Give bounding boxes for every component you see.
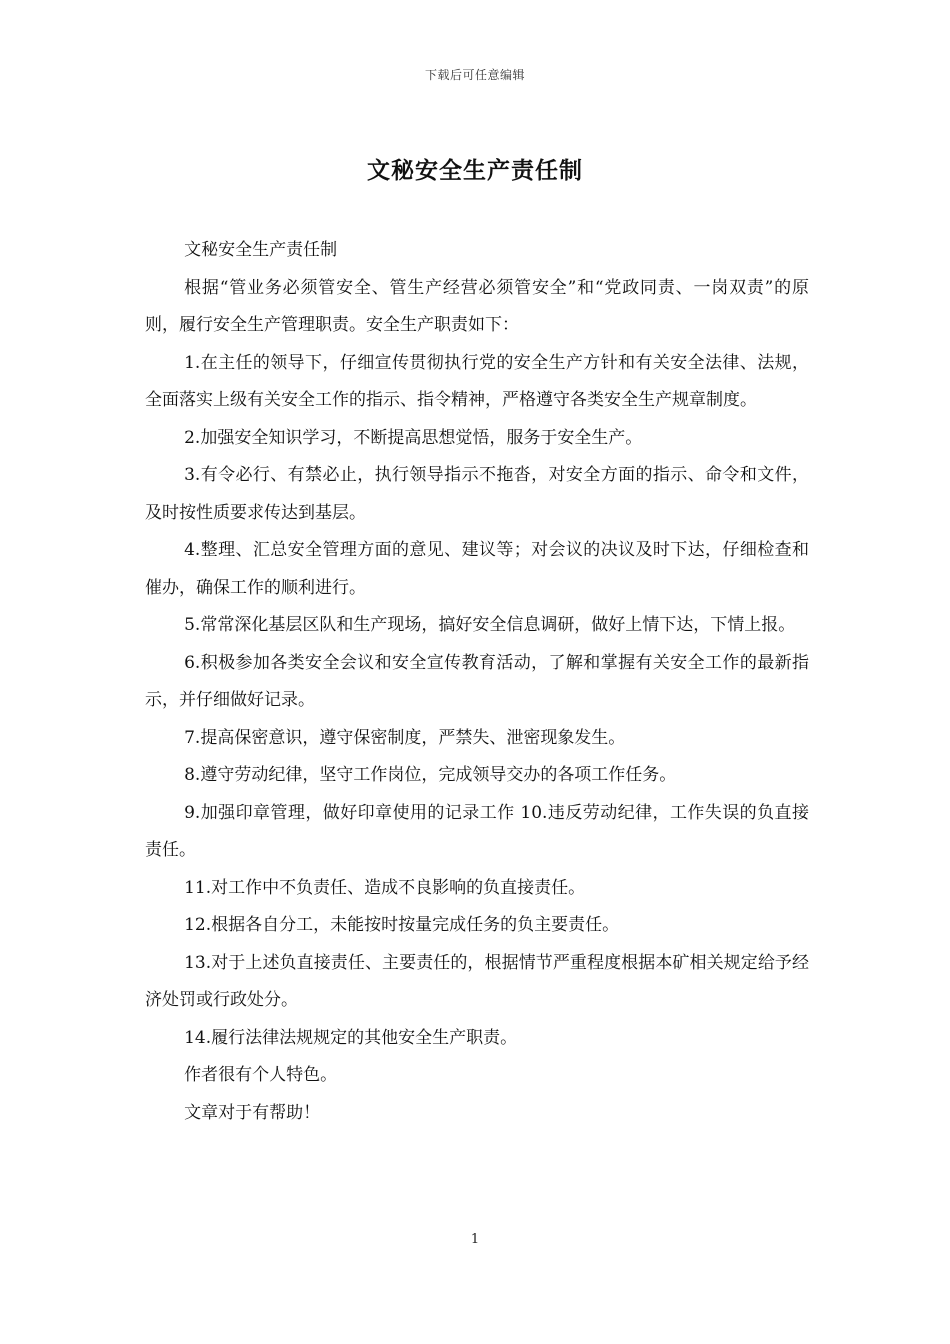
document-title: 文秘安全生产责任制 (367, 157, 583, 184)
paragraph-item-1: 1.在主任的领导下，仔细宣传贯彻执行党的安全生产方针和有关安全法律、法规，全面落实上级有关安全工作的指示、指令精神，严格遵守各类安全生产规章制度。 (145, 352, 809, 410)
page-number: 1 (470, 1232, 480, 1247)
paragraph-intro: 根据“管业务必须管安全、管生产经营必须管安全”和“党政同责、一岗双责”的原则，履行安全生产管理职责。安全生产职责如下： (145, 277, 809, 335)
paragraph-subtitle: 文秘安全生产责任制 (184, 240, 338, 260)
paragraph-item-3: 3.有令必行、有禁必止，执行领导指示不拖沓，对安全方面的指示、命令和文件，及时按性质要求传达到基层。 (145, 465, 809, 523)
paragraph-item-14: 14.履行法律法规规定的其他安全生产职责。 (184, 1027, 518, 1048)
paragraph-item-13: 13.对于上述负直接责任、主要责任的，根据情节严重程度根据本矿相关规定给予经济处罚或行政处分。 (145, 952, 809, 1010)
header-note: 下载后可任意编辑 (424, 68, 525, 82)
paragraph-item-6: 6.积极参加各类安全会议和安全宣传教育活动，了解和掌握有关安全工作的最新指示，并仔细做好记录。 (145, 652, 809, 710)
paragraph-item-2: 2.加强安全知识学习，不断提高思想觉悟，服务于安全生产。 (184, 427, 643, 448)
document-body (145, 232, 809, 1132)
paragraph-closing-1: 作者很有个人特色。 (184, 1065, 338, 1085)
paragraph-closing-2: 文章对于有帮助！ (184, 1102, 321, 1123)
paragraph-item-7: 7.提高保密意识，遵守保密制度，严禁失、泄密现象发生。 (184, 727, 626, 748)
paragraph-item-8: 8.遵守劳动纪律，坚守工作岗位，完成领导交办的各项工作任务。 (184, 765, 677, 785)
paragraph-item-9-10: 9.加强印章管理，做好印章使用的记录工作 10.违反劳动纪律，工作失误的负直接责任。 (145, 802, 809, 860)
paragraph-item-12: 12.根据各自分工，未能按时按量完成任务的负主要责任。 (184, 915, 620, 935)
paragraph-item-5: 5.常常深化基层区队和生产现场，搞好安全信息调研，做好上情下达，下情上报。 (184, 615, 796, 635)
paragraph-item-11: 11.对工作中不负责任、造成不良影响的负直接责任。 (184, 877, 586, 898)
paragraph-item-4: 4.整理、汇总安全管理方面的意见、建议等；对会议的决议及时下达，仔细检查和催办，确保工作的顺利进行。 (145, 540, 809, 598)
